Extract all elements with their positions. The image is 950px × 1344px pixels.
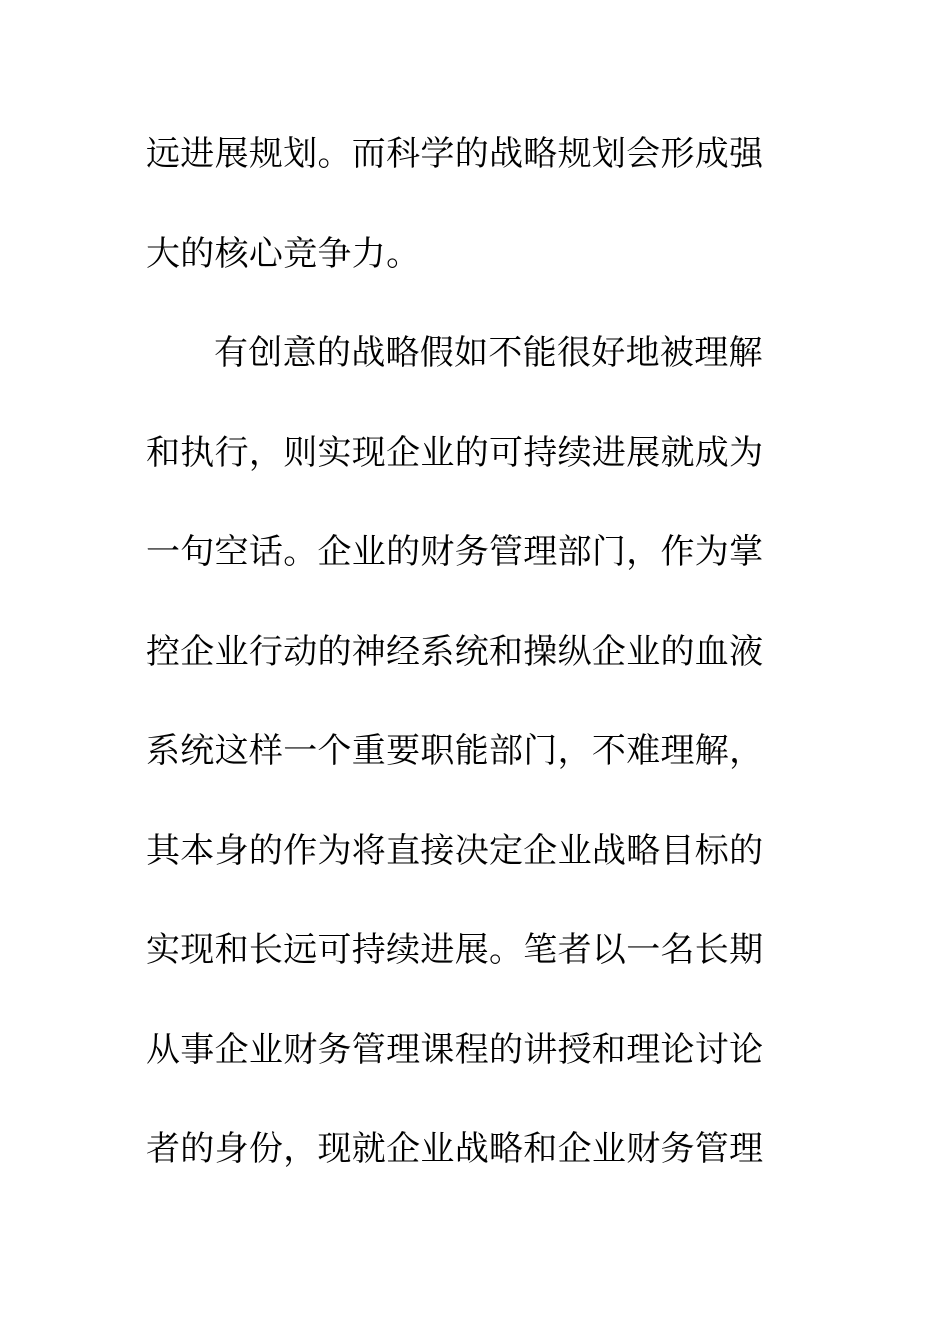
text-line: 从事企业财务管理课程的讲授和理论讨论 — [146, 1029, 764, 1070]
text-line: 实现和长远可持续进展。笔者以一名长期 — [146, 930, 764, 970]
paragraph-start-line: 有创意的战略假如不能很好地被理解 — [214, 333, 763, 373]
text-line: 大的核心竞争力。 — [146, 233, 421, 274]
text-line: 系统这样一个重要职能部门，不难理解， — [146, 731, 764, 771]
text-line: 其本身的作为将直接决定企业战略目标的 — [146, 830, 764, 871]
text-line: 和执行，则实现企业的可持续进展就成为 — [146, 432, 764, 473]
body-text — [146, 124, 786, 1219]
text-line: 者的身份，现就企业战略和企业财务管理 — [146, 1129, 764, 1169]
text-line: 控企业行动的神经系统和操纵企业的血液 — [146, 631, 764, 672]
text-line: 一句空话。企业的财务管理部门，作为掌 — [146, 532, 764, 572]
text-line: 远进展规划。而科学的战略规划会形成强 — [146, 134, 764, 174]
